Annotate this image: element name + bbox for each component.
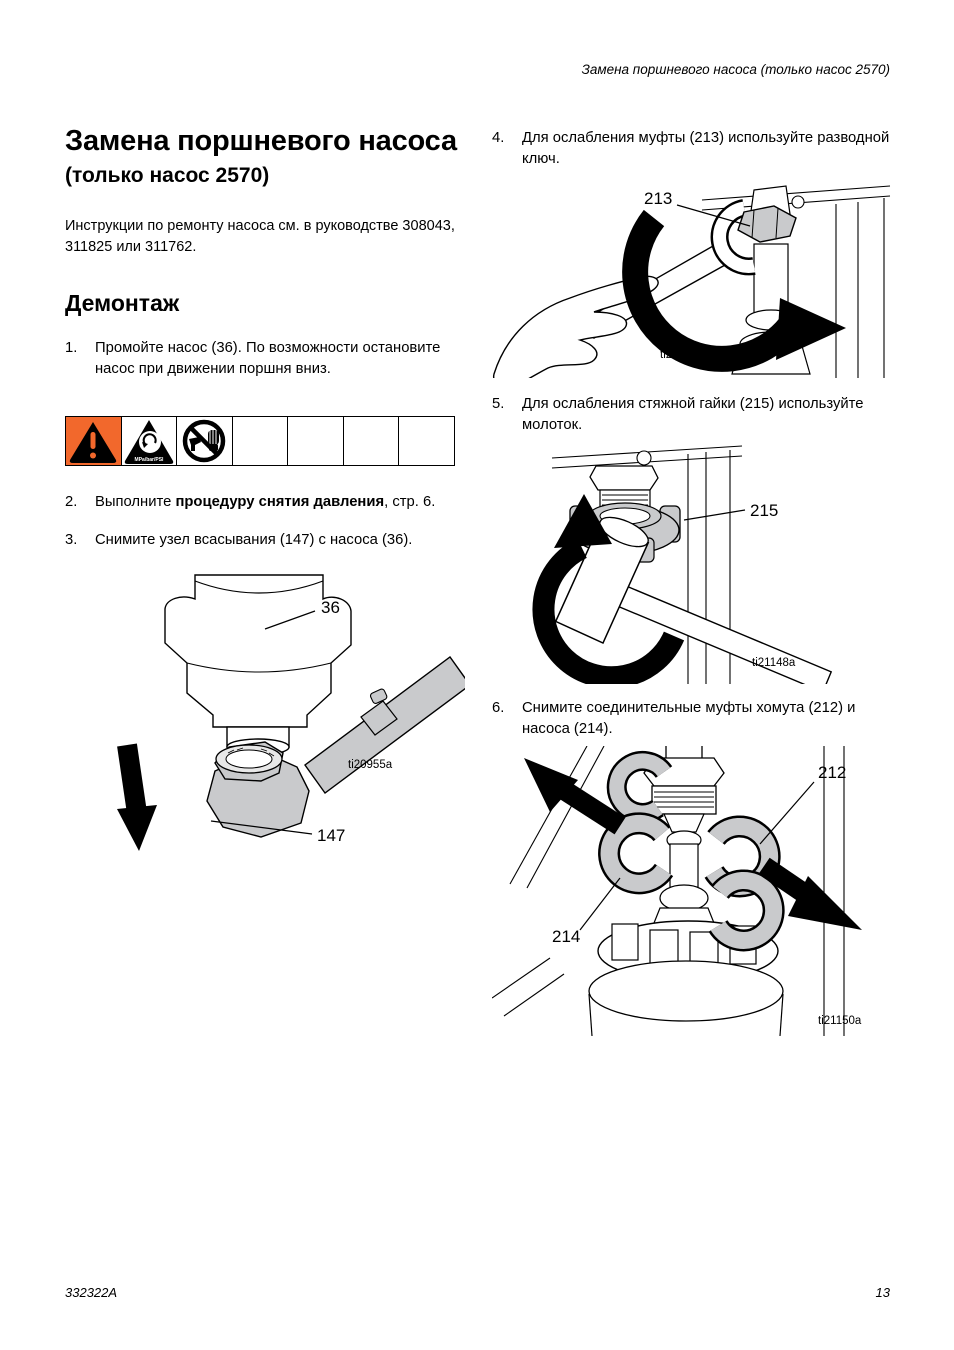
general-warning-icon (66, 417, 122, 465)
part-label-36: 36 (321, 598, 340, 617)
part-label-215: 215 (750, 501, 779, 520)
figure-id: ti20955a (348, 759, 393, 771)
step-number: 1. (65, 340, 78, 356)
part-label-147: 147 (317, 826, 346, 845)
step-text: Для ослабления стяжной гайки (215) используйте молоток. (522, 396, 864, 433)
pressure-gauge-triangle-icon (122, 417, 176, 465)
page-title: Замена поршневого насоса (65, 125, 457, 157)
page-subtitle: (только насос 2570) (65, 164, 270, 187)
empty-warning-cell (233, 417, 289, 465)
part-label-212: 212 (818, 763, 847, 782)
footer-page-number: 13 (875, 1285, 890, 1300)
step-number: 4. (492, 130, 505, 146)
step-5 (492, 394, 892, 436)
pressure-relief-bold: процедуру снятия давления (175, 494, 385, 510)
step-3 (65, 530, 457, 551)
step-text: Снимите соединительные муфты хомута (212) и насоса (214). (522, 700, 856, 737)
step-2 (65, 492, 457, 513)
part-label-213: 213 (644, 189, 673, 208)
empty-warning-cell (288, 417, 344, 465)
empty-warning-cell (344, 417, 400, 465)
do-not-touch-icon (177, 417, 233, 465)
figure-id: ti21150a (818, 1015, 862, 1027)
figure-hammer-jamnut (492, 444, 892, 684)
figure-id: ti21148a (752, 657, 796, 669)
exclamation-triangle-icon (66, 417, 120, 465)
no-hand-spray-icon (177, 417, 231, 465)
pressure-unit-label: MPa/bar/PSI (134, 457, 164, 463)
step-1 (65, 338, 457, 380)
step-6 (492, 698, 892, 740)
figure-wrench-coupling (492, 178, 892, 378)
warning-symbol-table (65, 416, 455, 466)
step-number: 5. (492, 396, 505, 412)
step-number: 6. (492, 700, 505, 716)
footer-part-number: 332322A (65, 1285, 118, 1300)
empty-warning-cell (399, 417, 454, 465)
part-label-214: 214 (552, 927, 581, 946)
step-text-post: , стр. 6. (384, 494, 436, 510)
left-column (65, 122, 457, 857)
step-text (95, 492, 457, 513)
running-header: Замена поршневого насоса (только насос 2570) (581, 62, 890, 77)
step-number: 3. (65, 532, 78, 548)
step-text: Промойте насос (36). По возможности остановите насос при движении поршня вниз. (95, 340, 441, 377)
right-column (492, 128, 892, 1036)
step-4 (492, 128, 892, 170)
pressurized-equipment-icon (122, 417, 178, 465)
step-text: Снимите узел всасывания (147) с насоса (36). (95, 532, 413, 548)
step-number: 2. (65, 494, 78, 510)
step-text: Для ослабления муфты (213) используйте разводной ключ. (522, 130, 890, 167)
intro-paragraph: Инструкции по ремонту насоса см. в руководстве 308043, 311825 или 311762. (65, 218, 455, 255)
down-arrow (127, 745, 137, 813)
section-heading: Демонтаж (65, 290, 180, 316)
step-text-pre: Выполните (95, 494, 176, 510)
figure-suction-assembly (65, 565, 457, 857)
figure-id: ti21149a (660, 349, 704, 361)
figure-coupling-halves (492, 746, 892, 1036)
